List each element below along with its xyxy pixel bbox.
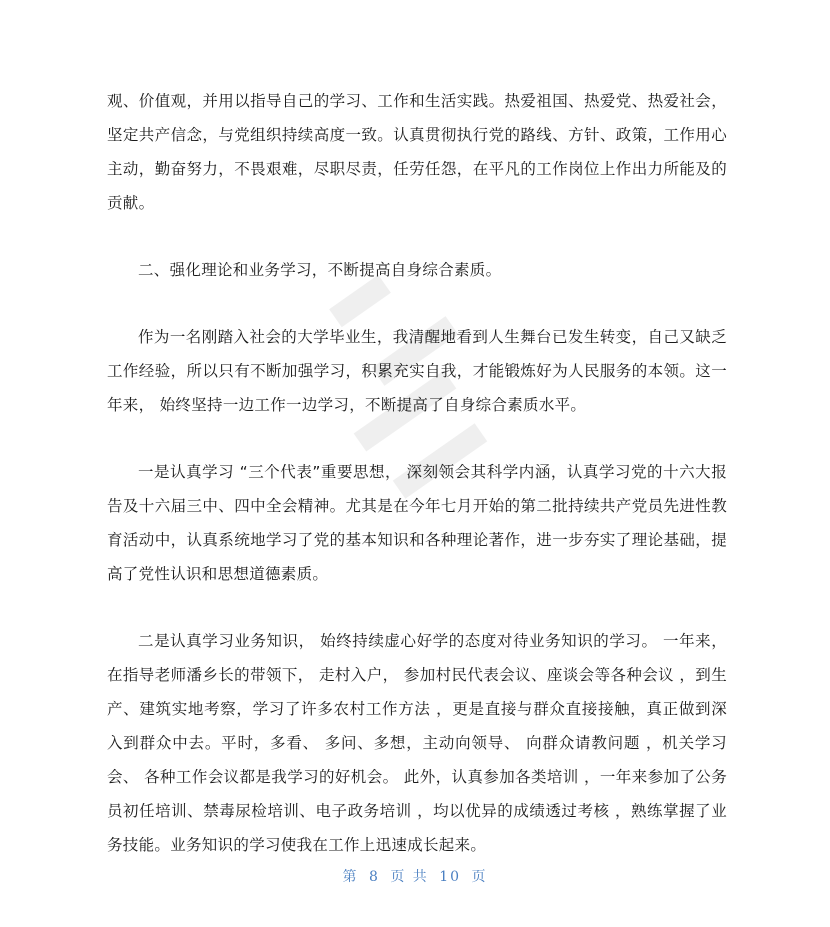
- page-footer: [0, 866, 830, 886]
- footer-middle: 页 共: [390, 869, 429, 885]
- footer-suffix: 页: [471, 869, 488, 885]
- footer-current-page: 8: [368, 869, 380, 885]
- document-body: [107, 84, 727, 862]
- footer-prefix: 第: [342, 869, 359, 885]
- footer-total-pages: 10: [439, 869, 462, 885]
- paragraph-theory-study: 一是认真学习 “三个代表”重要思想， 深刻领会其科学内涵，认真学习党的十六大报告及十六届三中、四中全会精神。尤其是在今年七月开始的第二批持续共产党员先进性教育活动中，认真系统地学习了党的基本知识和各种理论著作，进一步夯实了理论基础，提高了党性认识和思想道德素质。: [107, 463, 727, 583]
- paragraph-business-study: 二是认真学习业务知识， 始终持续虚心好学的态度对待业务知识的学习。 一年来，在指导老师潘乡长的带领下， 走村入户， 参加村民代表会议、座谈会等各种会议 ，到生产、建筑实地考察，学习了许多农村工作方法 ，更是直接与群众直接接触，真正做到深入到群众中去。平时，多看、 多问、多想，主动向领导、 向群众请教问题 ，机关学习会、 各种工作会议都是我学习的好机会。 此外，认真参加各类培训 ，一年来参加了公务员初任培训、禁毒尿检培训、电子政务培训 ，均以优异的成绩透过考核 ，熟练掌握了业务技能。业务知识的学习使我在工作上迅速成长起来。: [107, 632, 727, 854]
- section-heading: 二、强化理论和业务学习，不断提高自身综合素质。: [138, 261, 502, 279]
- paragraph-continuation: 观、价值观，并用以指导自己的学习、工作和生活实践。热爱祖国、热爱党、热爱社会，坚定共产信念，与党组织持续高度一致。认真贯彻执行党的路线、方针、政策，工作用心主动，勤奋努力，不畏艰难，尽职尽责，任劳任怨，在平凡的工作岗位上作出力所能及的贡献。: [107, 92, 727, 212]
- paragraph-intro: 作为一名刚踏入社会的大学毕业生，我清醒地看到人生舞台已发生转变，自己又缺乏工作经验，所以只有不断加强学习，积累充实自我，才能锻炼好为人民服务的本领。这一年来， 始终坚持一边工作一边学习，不断提高了自身综合素质水平。: [107, 328, 727, 414]
